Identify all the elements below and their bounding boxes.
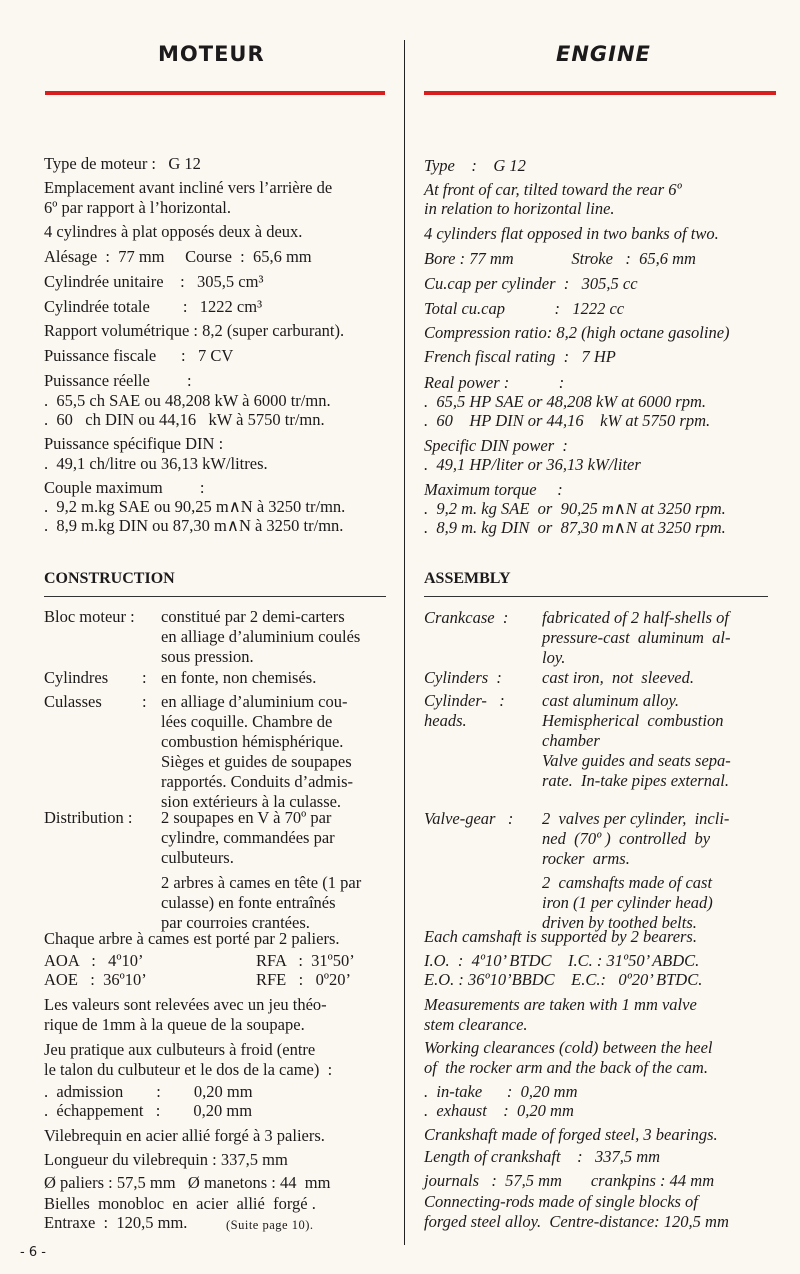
red-rule-right <box>424 91 776 95</box>
type-moteur: Type de moteur : G 12 <box>44 154 201 173</box>
page-number: - 6 - <box>20 1245 46 1260</box>
entraxe-line: Entraxe : 120,5 mm. <box>44 1213 188 1232</box>
admission-line: . admission : 0,20 mm <box>44 1082 253 1101</box>
cylinders-line: 4 cylinders flat opposed in two banks of two. <box>424 224 719 243</box>
puissance-specifique: Puissance spécifique DIN : <box>44 434 224 453</box>
bore-line: Bore : 77 mm Stroke : 65,6 mm <box>424 249 696 268</box>
rfa-value: RFA : 31º50’ <box>256 951 355 970</box>
rapport-volumetrique: Rapport volumétrique : 8,2 (super carburant). <box>44 321 345 340</box>
compression-line: Compression ratio: 8,2 (high octane gasoline) <box>424 323 730 342</box>
couple-din: . 8,9 m.kg DIN ou 87,30 m∧N à 3250 tr/mn. <box>44 516 344 535</box>
couple-maximum: Couple maximum : <box>44 478 205 497</box>
alesage-line: Alésage : 77 mm Course : 65,6 mm <box>44 247 312 266</box>
aoa-value: AOA : 4º10’ <box>44 951 144 970</box>
cylindree-unitaire: Cylindrée unitaire : 305,5 cm³ <box>44 272 264 291</box>
crankcase-text: fabricated of 2 half-shells of pressure-cast aluminum al- loy. <box>542 608 731 667</box>
eo-ec-line: E.O. : 36º10’BBDC E.C.: 0º20’ BTDC. <box>424 970 703 989</box>
type-line: Type : G 12 <box>424 156 526 175</box>
emplacement-line2: 6º par rapport à l’horizontal. <box>44 198 232 217</box>
cylindres-label: Cylindres <box>44 668 109 687</box>
heads-text: cast aluminum alloy. Hemispherical combustion chamber Valve guides and seats sepa- rate. In-take pipes external. <box>542 691 731 790</box>
cylindree-totale: Cylindrée totale : 1222 cm³ <box>44 297 263 316</box>
arbres-text: 2 arbres à cames en tête (1 par culasse) en fonte entraînés par courroies crantées. <box>161 873 362 932</box>
camshafts-text: 2 camshafts made of cast iron (1 per cylinder head) driven by toothed belts. <box>542 873 713 932</box>
exhaust-line: . exhaust : 0,20 mm <box>424 1101 574 1120</box>
each-camshaft: Each camshaft is supported by 2 bearers. <box>424 927 697 946</box>
construction-title: CONSTRUCTION <box>44 570 175 587</box>
paliers-line: Ø paliers : 57,5 mm Ø manetons : 44 mm <box>44 1173 331 1192</box>
cylindres-text: en fonte, non chemisés. <box>161 668 317 687</box>
cylinders-label: Cylinders : <box>424 668 502 687</box>
crankcase-label: Crankcase : <box>424 608 509 627</box>
heading-engine: ENGINE <box>556 42 651 66</box>
front-line2: in relation to horizontal line. <box>424 199 615 218</box>
puissance-reelle-sae: . 65,5 ch SAE ou 48,208 kW à 6000 tr/mn. <box>44 391 331 410</box>
heads-label: Cylinder- : heads. <box>424 691 505 730</box>
echappement-line: . échappement : 0,20 mm <box>44 1101 253 1120</box>
longueur-line: Longueur du vilebrequin : 337,5 mm <box>44 1150 288 1169</box>
measurements-text: Measurements are taken with 1 mm valve stem clearance. <box>424 995 697 1034</box>
crankshaft-line: Crankshaft made of forged steel, 3 bearings. <box>424 1125 718 1144</box>
aoe-value: AOE : 36º10’ <box>44 970 147 989</box>
assembly-title: ASSEMBLY <box>424 570 511 587</box>
real-power-din: . 60 HP DIN or 44,16 kW at 5750 rpm. <box>424 411 711 430</box>
specific-power-value: . 49,1 HP/liter or 36,13 kW/liter <box>424 455 641 474</box>
maximum-torque: Maximum torque : <box>424 480 563 499</box>
suite-note: (Suite page 10). <box>226 1218 314 1232</box>
distribution-label: Distribution : <box>44 808 133 827</box>
cylindres-line: 4 cylindres à plat opposés deux à deux. <box>44 222 303 241</box>
torque-din: . 8,9 m. kg DIN or 87,30 m∧N at 3250 rpm. <box>424 518 726 537</box>
cucap-line: Cu.cap per cylinder : 305,5 cc <box>424 274 638 293</box>
specific-power: Specific DIN power : <box>424 436 568 455</box>
heading-moteur: MOTEUR <box>158 42 265 66</box>
bloc-moteur-label: Bloc moteur : <box>44 607 135 626</box>
culasses-text: en alliage d’aluminium cou- lées coquille. Chambre de combustion hémisphérique. Sièges et guides de soupapes rapportés. Conduits d’admis- sion extérieurs à la culasse. <box>161 692 354 811</box>
intake-line: . in-take : 0,20 mm <box>424 1082 578 1101</box>
connecting-rods: Connecting-rods made of single blocks of forged steel alloy. Centre-distance: 120,5 mm <box>424 1192 729 1231</box>
fiscal-line: French fiscal rating : 7 HP <box>424 347 616 366</box>
assembly-rule <box>424 596 768 597</box>
total-cucap-line: Total cu.cap : 1222 cc <box>424 299 625 318</box>
bloc-moteur-text: constitué par 2 demi-carters en alliage d’aluminium coulés sous pression. <box>161 607 361 666</box>
emplacement-line1: Emplacement avant incliné vers l’arrière de <box>44 178 333 197</box>
working-clearances: Working clearances (cold) between the heel of the rocker arm and the back of the cam. <box>424 1038 713 1077</box>
journals-line: journals : 57,5 mm crankpins : 44 mm <box>424 1171 715 1190</box>
cylinders-text: cast iron, not sleeved. <box>542 668 694 687</box>
distribution-text: 2 soupapes en V à 70º par cylindre, commandées par culbuteurs. <box>161 808 335 867</box>
culasses-label: Culasses <box>44 692 102 711</box>
column-divider <box>404 40 405 1245</box>
valeurs-text: Les valeurs sont relevées avec un jeu théo- rique de 1mm à la queue de la soupape. <box>44 995 327 1034</box>
puissance-reelle: Puissance réelle : <box>44 371 192 390</box>
length-line: Length of crankshaft : 337,5 mm <box>424 1147 661 1166</box>
chaque-arbre: Chaque arbre à cames est porté par 2 paliers. <box>44 929 340 948</box>
bielles-line: Bielles monobloc en acier allié forgé . <box>44 1194 316 1213</box>
rfe-value: RFE : 0º20’ <box>256 970 351 989</box>
puissance-fiscale: Puissance fiscale : 7 CV <box>44 346 234 365</box>
construction-rule <box>44 596 386 597</box>
real-power: Real power : : <box>424 373 565 392</box>
valvegear-text: 2 valves per cylinder, incli- ned (70º ) controlled by rocker arms. <box>542 809 730 868</box>
front-line1: At front of car, tilted toward the rear 6º <box>424 180 682 199</box>
couple-sae: . 9,2 m.kg SAE ou 90,25 m∧N à 3250 tr/mn. <box>44 497 346 516</box>
jeu-text: Jeu pratique aux culbuteurs à froid (entre le talon du culbuteur et le dos de la came) : <box>44 1040 333 1079</box>
io-ic-line: I.O. : 4º10’ BTDC I.C. : 31º50’ ABDC. <box>424 951 700 970</box>
puissance-reelle-din: . 60 ch DIN ou 44,16 kW à 5750 tr/mn. <box>44 410 325 429</box>
red-rule-left <box>45 91 385 95</box>
valvegear-label: Valve-gear : <box>424 809 514 828</box>
torque-sae: . 9,2 m. kg SAE or 90,25 m∧N at 3250 rpm. <box>424 499 726 518</box>
real-power-sae: . 65,5 HP SAE or 48,208 kW at 6000 rpm. <box>424 392 707 411</box>
vilebrequin-line: Vilebrequin en acier allié forgé à 3 paliers. <box>44 1126 325 1145</box>
puissance-specifique-value: . 49,1 ch/litre ou 36,13 kW/litres. <box>44 454 268 473</box>
